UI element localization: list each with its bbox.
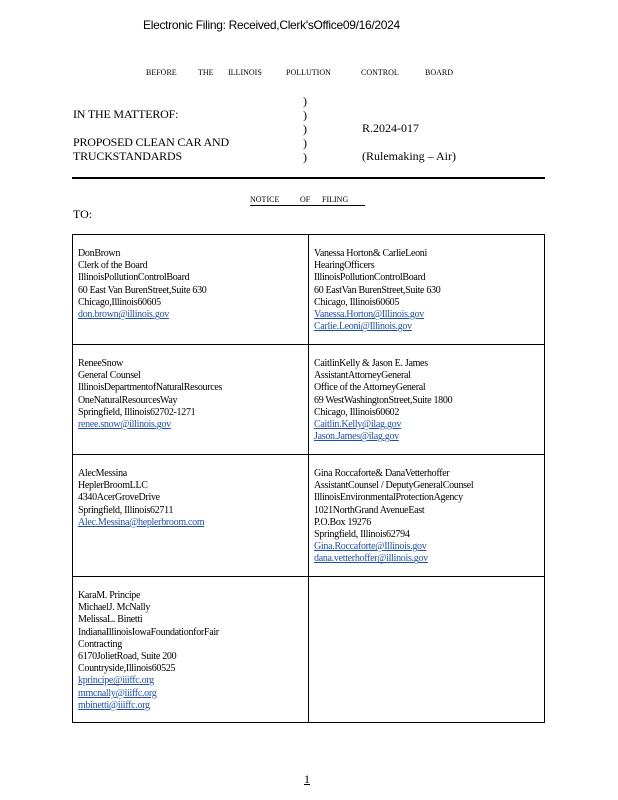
service-entry-line: CaitlinKelly & Jason E. James: [314, 358, 428, 369]
service-entry-line: HeplerBroomLLC: [78, 480, 148, 492]
service-entry-line: IllinoisEnvironmentalProtectionAgency: [314, 492, 463, 504]
caption-paren: ): [303, 108, 307, 122]
service-entry-line: AssistantAttorneyGeneral: [314, 370, 411, 382]
service-entry-line: 60 East Van BurenStreet,Suite 630: [78, 284, 207, 296]
caption-paren: ): [303, 122, 307, 136]
service-entry: [309, 455, 545, 577]
service-entry-line: Gina Roccaforte& DanaVetterhoffer: [314, 468, 450, 479]
service-entry-line: 4340AcerGroveDrive: [78, 492, 160, 504]
service-entry-line: IllinoisPollutionControlBoard: [78, 272, 190, 284]
email-link[interactable]: Caitlin.Kelly@ilag.gov: [314, 419, 402, 431]
service-entry-line: ReneeSnow: [78, 358, 124, 369]
service-entry-line: Chicago, Illinois60602: [314, 406, 400, 418]
notice-heading: [250, 195, 365, 206]
service-entry-line: Contracting: [78, 638, 122, 650]
email-link[interactable]: kprincipe@iiiffc.org: [78, 675, 154, 687]
service-entry-line: 1021NorthGrand AvenueEast: [314, 504, 425, 516]
service-entry-line: IllinoisDepartmentofNaturalResources: [78, 382, 223, 394]
rulemaking-type: (Rulemaking – Air): [362, 149, 456, 163]
service-entry-line: P.O.Box 19276: [314, 516, 371, 528]
service-list-table: [72, 234, 545, 723]
service-entry-line: Vanessa Horton& CarlieLeoni: [314, 248, 427, 259]
service-entry: [309, 577, 545, 723]
email-link[interactable]: mbinetti@iiiffc.org: [78, 699, 150, 711]
service-entry-line: Countryside,Illinois60525: [78, 663, 176, 675]
service-entry-line: 69 WestWashingtonStreet,Suite 1800: [314, 394, 453, 406]
service-row: [73, 345, 545, 455]
board-heading-word: BEFORE: [146, 68, 177, 77]
service-entry-line: MichaelJ. McNally: [78, 602, 151, 614]
notice-heading-word: FILING: [322, 195, 349, 204]
service-entry-line: OneNaturalResourcesWay: [78, 394, 178, 406]
caption-paren: ): [303, 94, 307, 108]
case-title-line2: TRUCKSTANDARDS: [73, 149, 182, 163]
service-row: [73, 235, 545, 345]
board-heading-word: POLLUTION: [286, 68, 331, 77]
matter-line: IN THE MATTEROF:: [73, 107, 179, 121]
service-entry: [309, 235, 545, 345]
service-row: [73, 455, 545, 577]
email-link[interactable]: Jason.James@ilag.gov: [314, 431, 399, 443]
email-link[interactable]: Carlie.Leoni@Illinois.gov: [314, 321, 412, 333]
case-title-line1: PROPOSED CLEAN CAR AND: [73, 135, 229, 149]
board-heading-word: BOARD: [425, 68, 454, 77]
service-entry-line: Springfield, Illinois62702-1271: [78, 406, 196, 418]
service-entry-line: 60 EastVan BurenStreet,Suite 630: [314, 284, 441, 296]
email-link[interactable]: dana.vetterhoffer@illinois.gov: [314, 553, 428, 565]
service-entry-line: AlecMessina: [78, 468, 127, 479]
board-heading-word: ILLINOIS: [228, 68, 262, 77]
service-entry: [73, 235, 309, 345]
service-entry: [73, 345, 309, 455]
service-entry-line: HearingOfficers: [314, 260, 375, 272]
service-entry-line: Springfield, Illinois62711: [78, 504, 174, 516]
service-entry: [73, 577, 309, 723]
email-link[interactable]: mmcnally@iiiffc.org: [78, 687, 157, 699]
board-heading-word: THE: [198, 68, 214, 77]
case-number: R.2024-017: [362, 121, 419, 135]
notice-heading-word: NOTICE: [250, 195, 280, 204]
service-entry-line: Chicago, Illinois60605: [314, 296, 400, 308]
email-link[interactable]: Gina.Roccaforte@Illinois.gov: [314, 541, 427, 553]
service-entry-line: IllinoisPollutionControlBoard: [314, 272, 426, 284]
email-link[interactable]: renee.snow@illinois.gov: [78, 419, 171, 431]
to-label: TO:: [73, 207, 93, 221]
caption-paren: ): [303, 150, 307, 164]
board-heading-word: CONTROL: [361, 68, 399, 77]
caption-divider: [72, 177, 545, 179]
service-entry-line: General Counsel: [78, 370, 141, 382]
service-entry-line: Chicago,Illinois60605: [78, 296, 161, 308]
service-entry: [309, 345, 545, 455]
page-number: 1: [304, 772, 310, 786]
service-entry-line: Springfield, Illinois62794: [314, 529, 410, 541]
service-entry-line: MelissaL. Binetti: [78, 614, 143, 626]
service-entry-line: AssistantCounsel / DeputyGeneralCounsel: [314, 480, 474, 492]
service-row: [73, 577, 545, 723]
email-link[interactable]: Alec.Messina@heplerbroom.com: [78, 516, 205, 528]
service-entry-line: Clerk of the Board: [78, 260, 148, 272]
service-entry-line: Office of the AttorneyGeneral: [314, 382, 426, 394]
service-entry-line: IndianaIllinoisIowaFoundationforFair: [78, 626, 219, 638]
service-entry-line: 6170JolietRoad, Suite 200: [78, 651, 177, 663]
email-link[interactable]: don.brown@illinois.gov: [78, 309, 169, 321]
notice-heading-word: OF: [300, 195, 311, 204]
service-entry-line: DonBrown: [78, 248, 121, 259]
caption-paren: ): [303, 136, 307, 150]
email-link[interactable]: Vanessa.Horton@Illinois.gov: [314, 309, 424, 321]
service-entry-line: KaraM. Principe: [78, 590, 141, 601]
service-entry: [73, 455, 309, 577]
filing-stamp: Electronic Filing: Received,Clerk'sOffice09/16/2024: [143, 18, 400, 32]
